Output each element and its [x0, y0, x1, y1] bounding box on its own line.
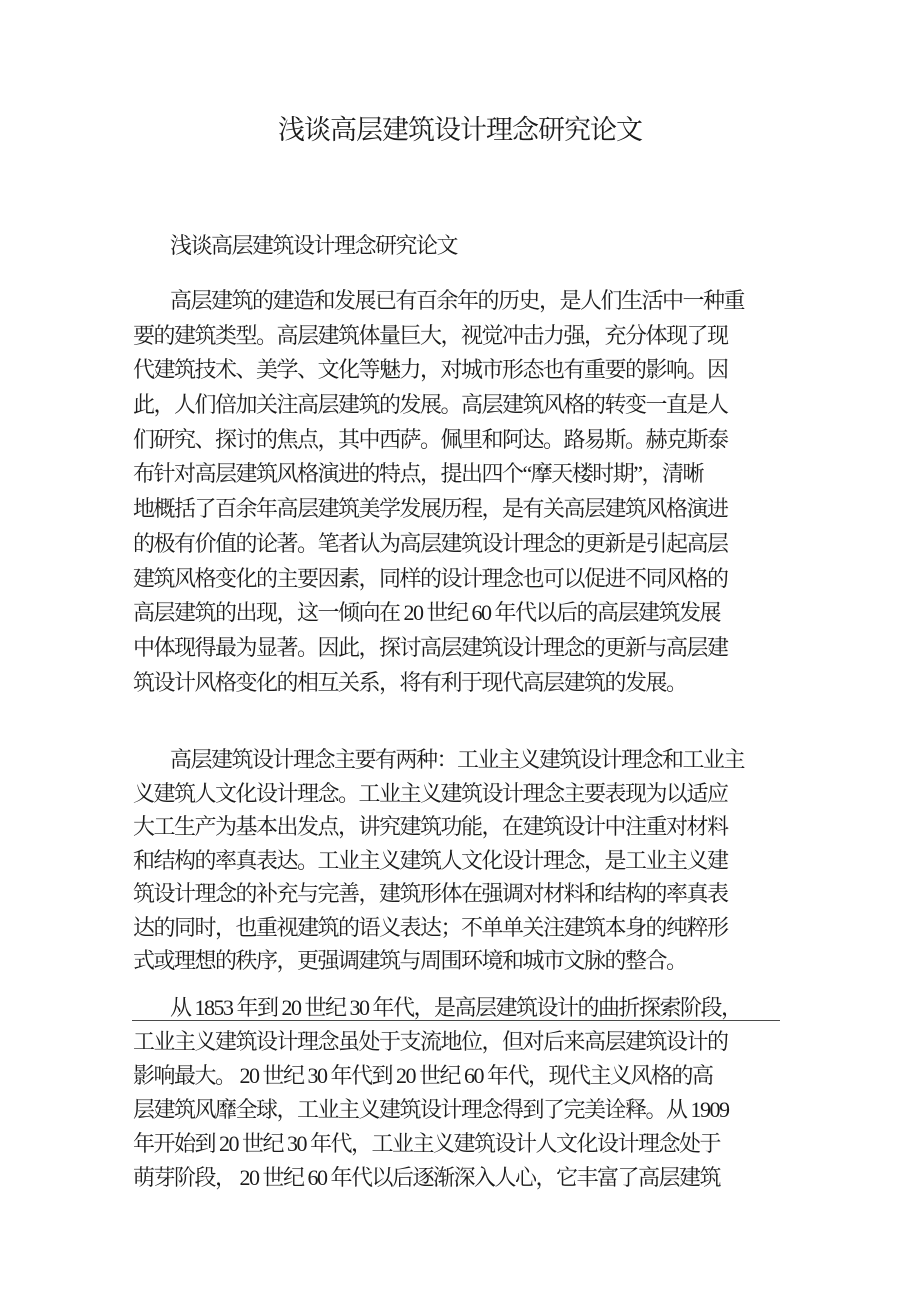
text-line: 萌芽阶段， 20 世纪 60 年代以后逐渐深入人心，它丰富了高层建筑	[133, 1165, 721, 1190]
paragraph-1	[133, 284, 833, 700]
text-line: 的极有价值的论著。笔者认为高层建筑设计理念的更新是引起高层	[133, 530, 728, 556]
text-line: 从 1853 年到 20 世纪 30 年代，是高层建筑设计的曲折探索阶段，	[170, 995, 742, 1020]
document-title: 浅谈高层建筑设计理念研究论文	[278, 115, 642, 145]
text-line: 工业主义建筑设计理念虽处于支流地位，但对后来高层建筑设计的	[133, 1029, 728, 1054]
text-line: 筑设计风格变化的相互关系，将有利于现代高层建筑的发展。	[133, 669, 687, 695]
text-line: 布针对高层建筑风格演进的特点，提出四个“摩天楼时期”，清晰	[133, 461, 704, 487]
text-line: 高层建筑的出现，这一倾向在 20 世纪 60 年代以后的高层建筑发展	[133, 600, 721, 626]
text-line: 要的建筑类型。高层建筑体量巨大，视觉冲击力强，充分体现了现	[133, 322, 728, 348]
text-line: 建筑风格变化的主要因素，同样的设计理念也可以促进不同风格的	[133, 565, 728, 591]
text-line: 大工生产为基本出发点，讲究建筑功能，在建筑设计中注重对材料	[133, 814, 728, 839]
text-line: 此，人们倍加关注高层建筑的发展。高层建筑风格的转变一直是人	[133, 392, 728, 418]
document-subtitle: 浅谈高层建筑设计理念研究论文	[170, 233, 458, 258]
text-line: 代建筑技术、美学、文化等魅力，对城市形态也有重要的影响。因	[133, 357, 728, 383]
text-line: 义建筑人文化设计理念。工业主义建筑设计理念主要表现为以适应	[133, 780, 728, 806]
text-line: 层建筑风靡全球，工业主义建筑设计理念得到了完美诠释。从 1909	[133, 1097, 729, 1122]
text-line: 年开始到 20 世纪 30 年代，工业主义建筑设计人文化设计理念处于	[133, 1131, 721, 1156]
text-line: 中体现得最为显著。因此，探讨高层建筑设计理念的更新与高层建	[133, 634, 728, 660]
text-line: 筑设计理念的补充与完善，建筑形体在强调对材料和结构的率真表	[133, 881, 728, 906]
section-divider	[132, 1020, 780, 1021]
text-line: 和结构的率真表达。工业主义建筑人文化设计理念，是工业主义建	[133, 847, 728, 873]
paragraph-2	[133, 743, 833, 978]
text-line: 高层建筑的建造和发展已有百余年的历史，是人们生活中一种重	[170, 288, 745, 313]
paragraph-3	[133, 991, 833, 1195]
text-line: 高层建筑设计理念主要有两种：工业主义建筑设计理念和工业主	[170, 747, 745, 772]
text-line: 式或理想的秩序，更强调建筑与周围环境和城市文脉的整合。	[133, 948, 687, 973]
text-line: 地概括了百余年高层建筑美学发展历程，是有关高层建筑风格演进	[133, 496, 728, 522]
text-line: 们研究、探讨的焦点，其中西萨。佩里和阿达。路易斯。赫克斯泰	[133, 426, 728, 452]
text-line: 影响最大。 20 世纪 30 年代到 20 世纪 60 年代，现代主义风格的高	[133, 1063, 713, 1088]
text-line: 达的同时，也重视建筑的语义表达；不单单关注建筑本身的纯粹形	[133, 914, 728, 940]
